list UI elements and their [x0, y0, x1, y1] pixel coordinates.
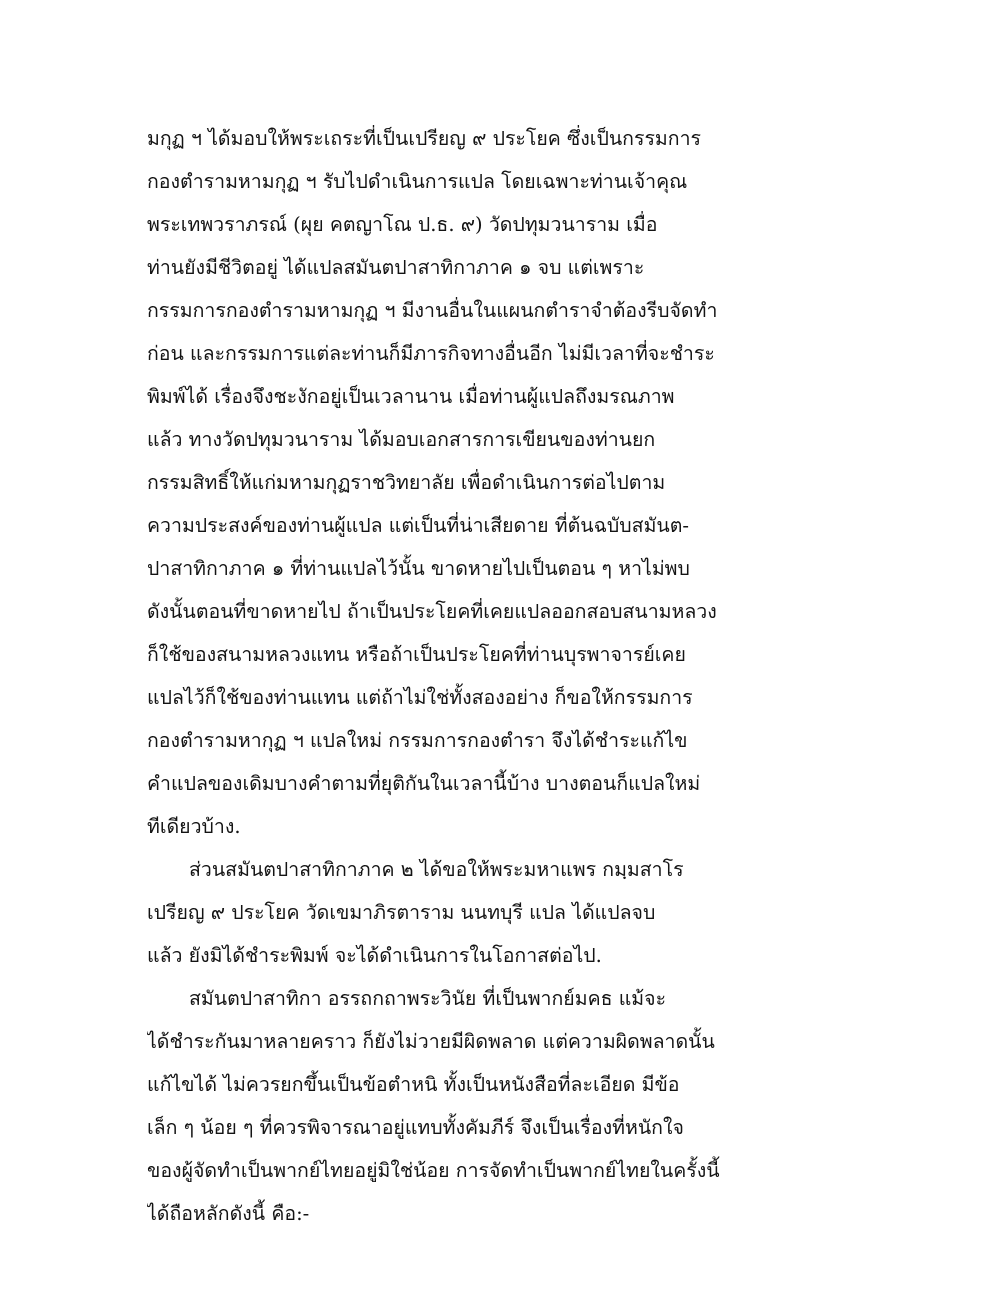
paragraph-start-line: ส่วนสมันตปาสาทิกาภาค ๒ ได้ขอให้พระมหาแพร กมฺมสาโร: [189, 858, 684, 881]
text-line: เปรียญ ๙ ประโยค วัดเขมาภิรตาราม นนทบุรี แปล ได้แปลจบ: [147, 901, 656, 924]
text-line: แล้ว ยังมิได้ชำระพิมพ์ จะได้ดำเนินการในโอกาสต่อไป.: [147, 944, 602, 967]
text-line: พิมพ์ได้ เรื่องจึงชะงักอยู่เป็นเวลานาน เมื่อท่านผู้แปลถึงมรณภาพ: [147, 385, 675, 408]
text-line: ทีเดียวบ้าง.: [147, 815, 241, 838]
text-line: ก่อน และกรรมการแต่ละท่านก็มีภารกิจทางอื่นอีก ไม่มีเวลาที่จะชำระ: [147, 342, 715, 365]
body-text: [147, 117, 727, 1235]
text-line: แปลไว้ก็ใช้ของท่านแทน แต่ถ้าไม่ใช่ทั้งสองอย่าง ก็ขอให้กรรมการ: [147, 686, 693, 709]
text-line: มกุฏ ฯ ได้มอบให้พระเถระที่เป็นเปรียญ ๙ ประโยค ซึ่งเป็นกรรมการ: [147, 127, 702, 150]
text-line: ดังนั้นตอนที่ขาดหายไป ถ้าเป็นประโยคที่เคยแปลออกสอบสนามหลวง: [147, 600, 717, 623]
text-line: คำแปลของเดิมบางคำตามที่ยุติกันในเวลานี้บ้าง บางตอนก็แปลใหม่: [147, 772, 701, 795]
text-line: ท่านยังมีชีวิตอยู่ ได้แปลสมันตปาสาทิกาภาค ๑ จบ แต่เพราะ: [147, 256, 645, 279]
text-line: เล็ก ๆ น้อย ๆ ที่ควรพิจารณาอยู่แทบทั้งคัมภีร์ จึงเป็นเรื่องที่หนักใจ: [147, 1116, 684, 1139]
paragraph-start-line: สมันตปาสาทิกา อรรถกถาพระวินัย ที่เป็นพากย์มคธ แม้จะ: [189, 987, 667, 1010]
text-line: กองตำรามหามกุฏ ฯ รับไปดำเนินการแปล โดยเฉพาะท่านเจ้าคุณ: [147, 170, 688, 193]
text-line: ได้ถือหลักดังนี้ คือ:-: [147, 1202, 310, 1225]
text-line: กองตำรามหากุฏ ฯ แปลใหม่ กรรมการกองตำรา จึงได้ชำระแก้ไข: [147, 729, 688, 752]
text-line: ความประสงค์ของท่านผู้แปล แต่เป็นที่น่าเสียดาย ที่ต้นฉบับสมันต-: [147, 514, 690, 537]
text-line: ปาสาทิกาภาค ๑ ที่ท่านแปลไว้นั้น ขาดหายไปเป็นตอน ๆ หาไม่พบ: [147, 557, 690, 580]
text-line: ได้ชำระกันมาหลายคราว ก็ยังไม่วายมีผิดพลาด แต่ความผิดพลาดนั้น: [147, 1030, 715, 1053]
text-line: ก็ใช้ของสนามหลวงแทน หรือถ้าเป็นประโยคที่ท่านบุรพาจารย์เคย: [147, 643, 686, 666]
text-line: ของผู้จัดทำเป็นพากย์ไทยอยู่มิใช่น้อย การจัดทำเป็นพากย์ไทยในครั้งนี้: [147, 1159, 720, 1182]
text-line: แล้ว ทางวัดปทุมวนาราม ได้มอบเอกสารการเขียนของท่านยก: [147, 428, 656, 451]
text-line: แก้ไขได้ ไม่ควรยกขึ้นเป็นข้อตำหนิ ทั้งเป็นหนังสือที่ละเอียด มีข้อ: [147, 1073, 680, 1096]
text-line: พระเทพวราภรณ์ (ผุย คตญาโณ ป.ธ. ๙) วัดปทุมวนาราม เมื่อ: [147, 213, 658, 236]
text-line: กรรมสิทธิ์ให้แก่มหามกุฏราชวิทยาลัย เพื่อดำเนินการต่อไปตาม: [147, 471, 666, 494]
text-line: กรรมการกองตำรามหามกุฏ ฯ มีงานอื่นในแผนกตำราจำต้องรีบจัดทำ: [147, 299, 718, 322]
